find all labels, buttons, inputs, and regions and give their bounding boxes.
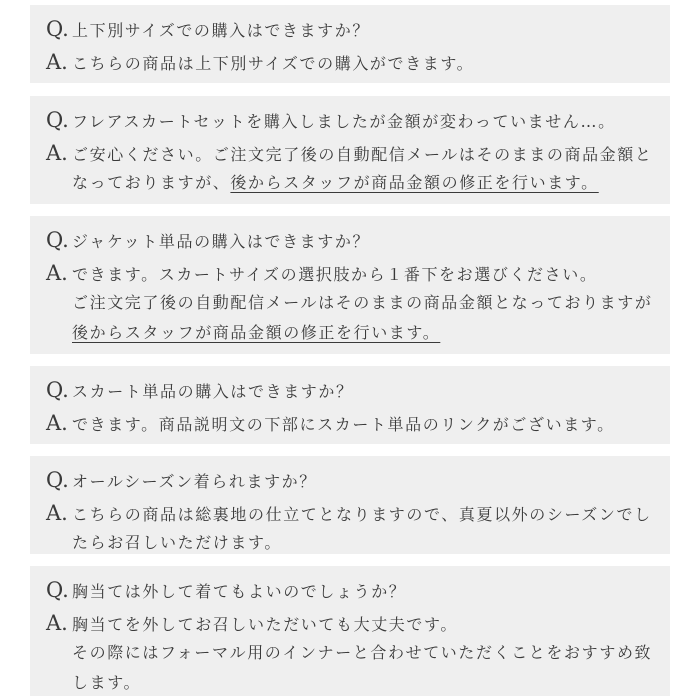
faq-answer	[46, 47, 660, 77]
question-marker: Q.	[46, 378, 69, 402]
question-marker: Q.	[46, 17, 69, 41]
answer-marker: A.	[46, 261, 68, 285]
question-text: 胸当ては外して着てもよいのでしょうか？	[72, 582, 407, 601]
faq-answer	[46, 408, 660, 438]
faq-item	[30, 216, 670, 354]
answer-note: 後からスタッフが商品金額の修正を行います。	[230, 173, 599, 192]
question-text: フレアスカートセットを購入しましたが金額が変わっていません…。	[72, 112, 616, 131]
answer-text: なっておりますが、	[72, 173, 231, 192]
answer-text: できます。商品説明文の下部にスカート単品のリンクがございます。	[72, 415, 615, 434]
faq-item	[30, 5, 670, 83]
answer-text: たらお召しいただけます。	[72, 533, 282, 552]
faq-answer-continued	[46, 168, 660, 198]
faq-question	[46, 375, 660, 405]
faq-item	[30, 366, 670, 444]
faq-answer	[46, 498, 660, 528]
answer-text: できます。スカートサイズの選択肢から１番下をお選びください。	[72, 265, 598, 284]
faq-question	[46, 225, 660, 255]
question-marker: Q.	[46, 108, 69, 132]
answer-text: します。	[72, 673, 142, 692]
faq-answer-continued	[46, 288, 660, 318]
answer-text: ご注文完了後の自動配信メールはそのままの商品金額となっておりますが	[72, 293, 653, 312]
faq-answer-continued	[46, 668, 660, 698]
question-text: ジャケット単品の購入はできますか？	[72, 232, 371, 251]
question-text: 上下別サイズでの購入はできますか？	[72, 21, 370, 40]
faq-question	[46, 14, 660, 44]
faq-item	[30, 456, 670, 554]
faq-answer-continued	[46, 318, 660, 348]
answer-marker: A.	[46, 50, 68, 74]
question-marker: Q.	[46, 578, 69, 602]
question-marker: Q.	[46, 468, 69, 492]
answer-marker: A.	[46, 141, 68, 165]
faq-item	[30, 96, 670, 204]
question-text: オールシーズン着られますか？	[72, 472, 317, 491]
question-marker: Q.	[46, 228, 69, 252]
faq-question	[46, 105, 660, 135]
faq-answer-continued	[46, 528, 660, 558]
faq-answer	[46, 258, 660, 288]
answer-text: その際にはフォーマル用のインナーと合わせていただくことをおすすめ致	[72, 643, 653, 662]
faq-answer	[46, 138, 660, 168]
faq-question	[46, 465, 660, 495]
answer-text: ご安心ください。ご注文完了後の自動配信メールはそのままの商品金額と	[72, 145, 653, 164]
answer-text: こちらの商品は総裏地の仕立てとなりますので、真夏以外のシーズンでし	[72, 505, 652, 524]
answer-text: こちらの商品は上下別サイズでの購入ができます。	[72, 54, 475, 73]
answer-marker: A.	[46, 501, 68, 525]
answer-text: 胸当てを外してお召しいただいても大丈夫です。	[72, 615, 458, 634]
answer-note: 後からスタッフが商品金額の修正を行います。	[72, 323, 441, 342]
faq-answer	[46, 608, 660, 638]
question-text: スカート単品の購入はできますか？	[72, 382, 354, 401]
faq-question	[46, 575, 660, 605]
answer-marker: A.	[46, 411, 68, 435]
answer-marker: A.	[46, 611, 68, 635]
faq-item	[30, 566, 670, 696]
faq-answer-continued	[46, 638, 660, 668]
